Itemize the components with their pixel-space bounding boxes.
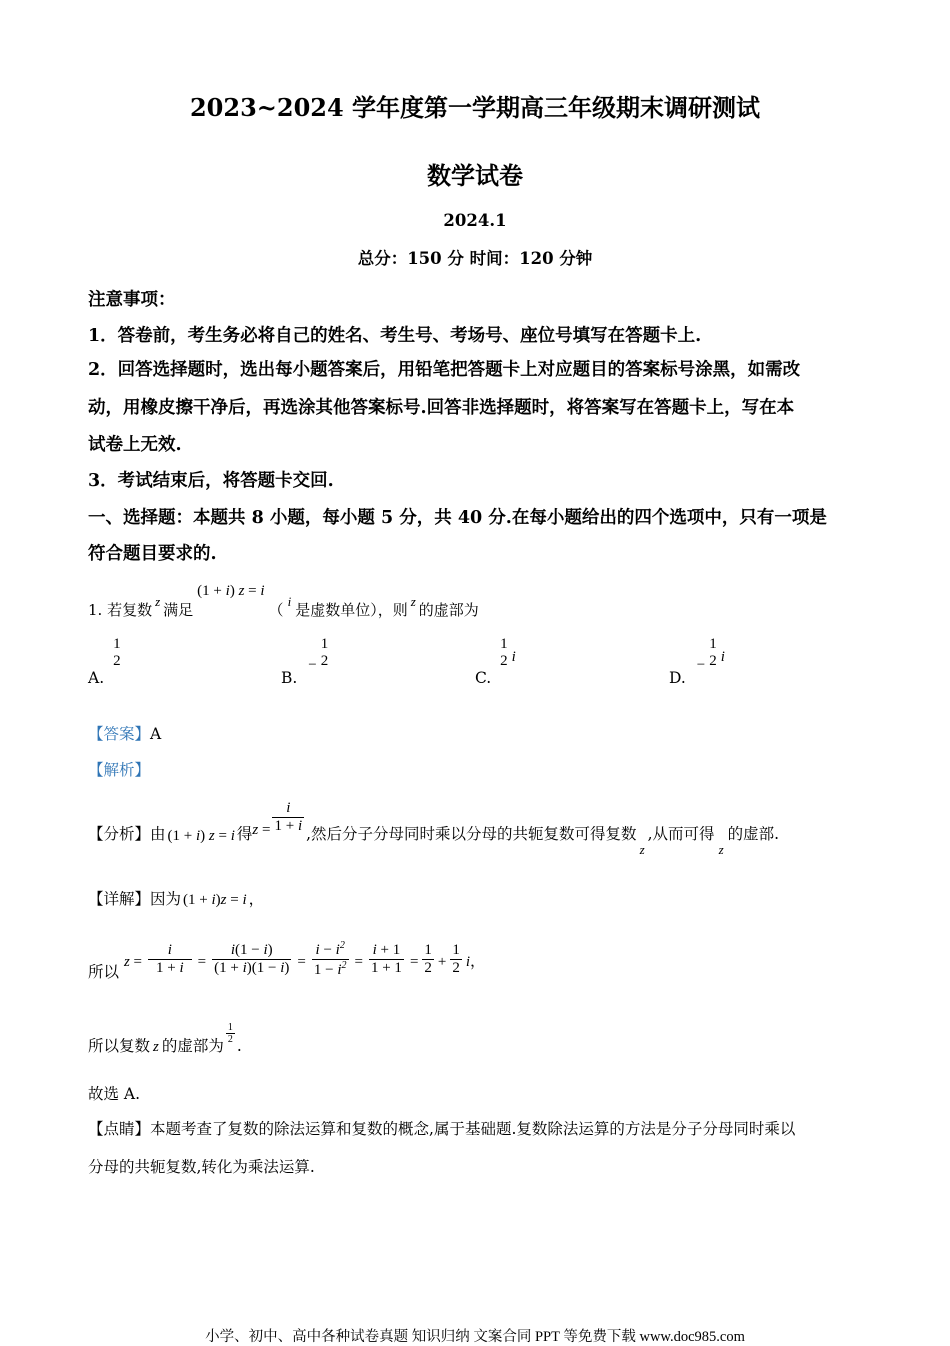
section-heading-line-1: 一、选择题：本题共 8 小题，每小题 5 分，共 40 分.在每小题给出的四个选项中，只有一项是 — [88, 508, 827, 528]
answer-label: 【答案】 — [88, 725, 151, 743]
notes-heading: 注意事项： — [88, 290, 176, 310]
option-b[interactable]: B. − 1 2 — [281, 636, 329, 687]
note-item-2-line-3: 试卷上无效. — [88, 435, 182, 455]
exam-date: 2024.1 — [443, 211, 507, 230]
analysis-label: 【解析】 — [88, 761, 151, 779]
xiangjie-line-2: 所以 z = $\frac{i}{1 + i}$ = $\frac{i(1 - i)}{(1 + i)(1 - i)}$ = $\frac{i - i^2}{1 - i^2}$ = $\frac{i + 1}{1 + 1}$ = $\frac{1}{2}$ + $\frac{1}{2}$ i， — [88, 940, 486, 981]
option-a[interactable]: A. 1 2 — [88, 636, 121, 687]
answer-value: A — [150, 725, 162, 743]
question-1-stem: 1. 若复数 z 满足(1 + i) z = i（ i 是虚数单位），则 z 的虚部为 — [88, 583, 479, 619]
exam-title: 2023~2024 学年度第一学期高三年级期末调研测试 — [189, 93, 761, 122]
score-time: 总分：150 分 时间：120 分钟 — [357, 249, 593, 268]
option-c[interactable]: C. 1 2 i — [475, 636, 516, 687]
xiangjie-line-1: 【详解】因为 (1 + i)z = i ， — [88, 890, 265, 908]
xiangjie-line-3: 所以复数 z 的虚部为 $\frac{1}{2}$ . — [88, 1021, 242, 1055]
section-heading-line-2: 符合题目要求的. — [88, 544, 217, 564]
dianjing-line-1: 【点睛】本题考查了复数的除法运算和复数的概念,属于基础题.复数除法运算的方法是分子分母同时乘以 — [88, 1120, 796, 1138]
note-item-3: 3．考试结束后，将答题卡交回. — [88, 471, 334, 491]
subject-title: 数学试卷 — [427, 161, 523, 190]
guxuan-line: 故选 A. — [88, 1085, 141, 1103]
note-item-1: 1．答卷前，考生务必将自己的姓名、考生号、考场号、座位号填写在答题卡上. — [88, 326, 702, 346]
note-item-2-line-1: 2．回答选择题时，选出每小题答案后，用铅笔把答题卡上对应题目的答案标号涂黑，如需改 — [88, 360, 801, 380]
answer-line — [88, 722, 161, 744]
note-item-2-line-2: 动，用橡皮擦干净后，再选涂其他答案标号.回答非选择题时，将答案写在答题卡上，写在本 — [88, 398, 795, 418]
page-footer: 小学、初中、高中各种试卷真题 知识归纳 文案合同 PPT 等免费下载 www.doc985.com — [205, 1329, 745, 1345]
fenxi-line: 【分析】由 (1 + i) z = i 得z = $\frac{i}{1 + i}$ ,然后分子分母同时乘以分母的共轭复数可得复数$_z$,从而可得$_z$的虚部. — [88, 800, 780, 857]
dianjing-line-2: 分母的共轭复数,转化为乘法运算. — [88, 1158, 315, 1176]
option-d[interactable]: D. − 1 2 i — [669, 636, 725, 687]
